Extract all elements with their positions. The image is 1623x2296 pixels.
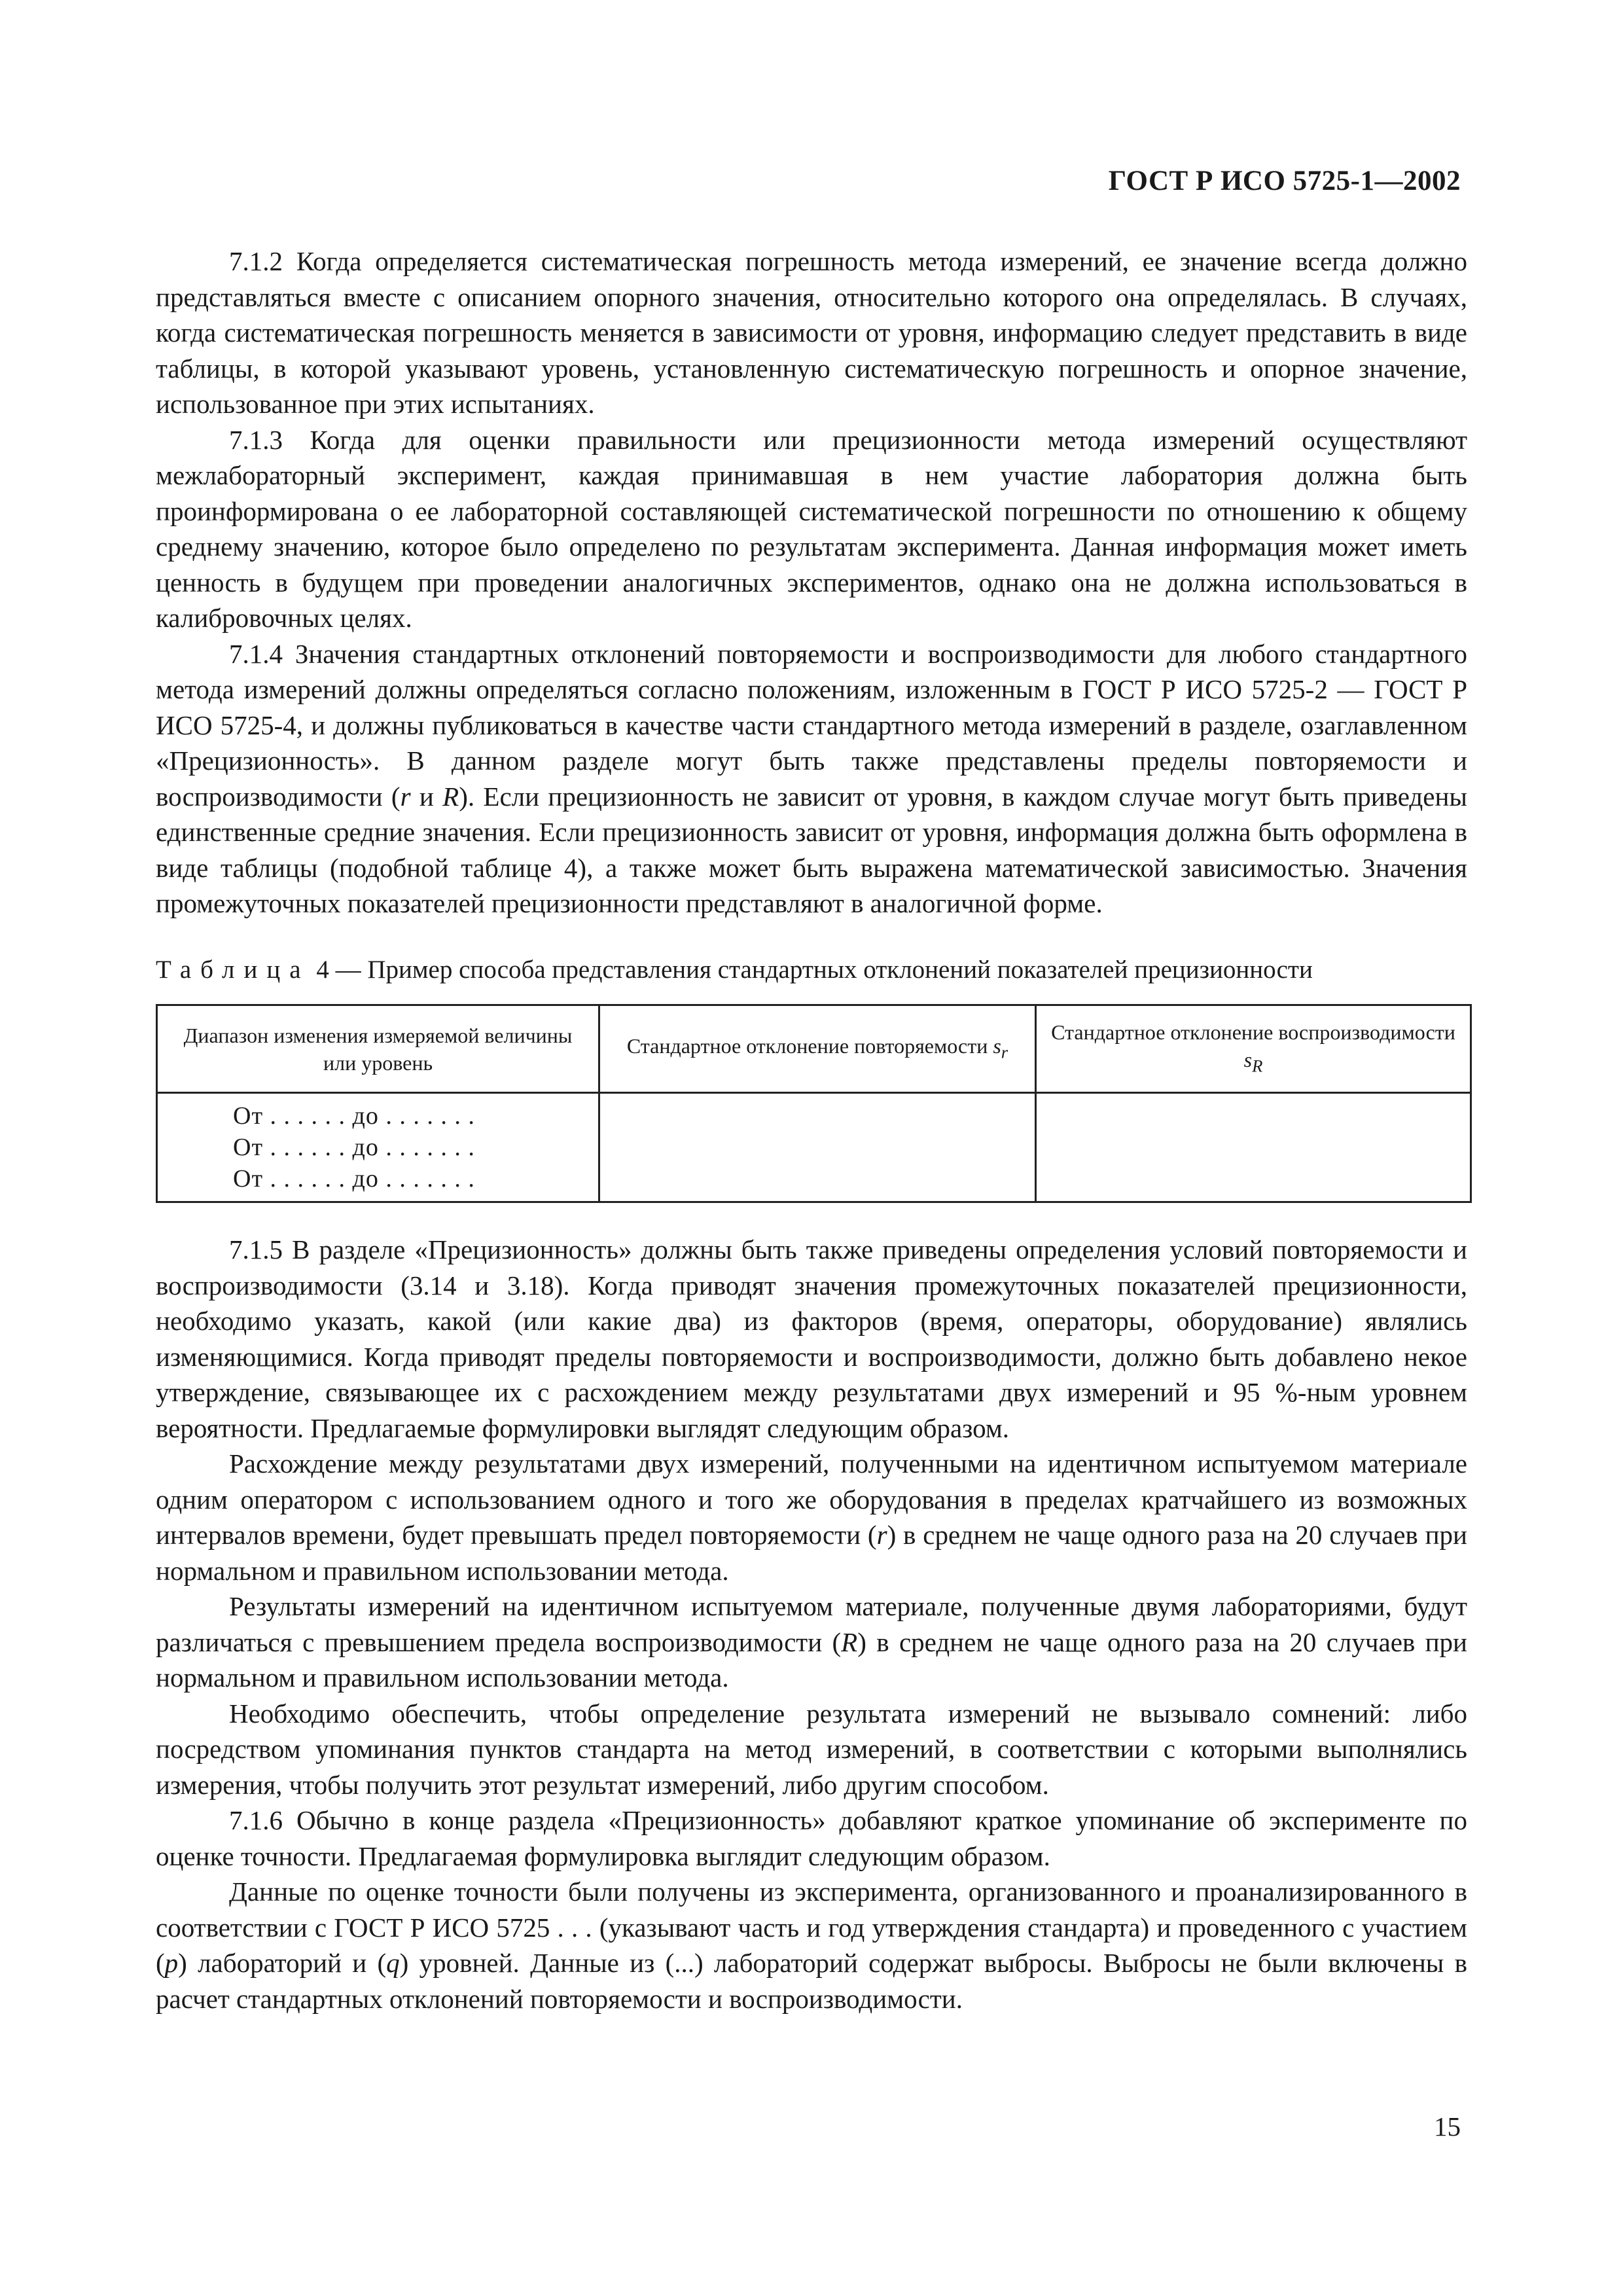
table-caption-label: Таблица (156, 956, 310, 984)
document-header-standard-id: ГОСТ Р ИСО 5725-1—2002 (1108, 166, 1461, 196)
reproducibility-cell (1036, 1093, 1471, 1202)
table-caption-text: 4 — Пример способа представления стандартных отклонений показателей прецизионности (310, 956, 1313, 984)
paragraph-discrepancy: Расхождение между результатами двух измерений, полученными на идентичном испытуемом материале одним оператором с использованием одного и того же оборудования в пределах кратчайшего из возможных интервалов времени, будет превышать предел повторяемости (r) в среднем не чаще одного раза на 20 случаев при нормальном и правильном использовании метода. (156, 1448, 1467, 1586)
range-line: От . . . . . . до . . . . . . . (233, 1165, 475, 1193)
table-row (157, 1093, 1471, 1202)
symbol-R: R (442, 781, 459, 812)
range-cell (157, 1093, 599, 1202)
col-header-reproducibility: Стандартное отклонение воспроизводимости $s_R$ (1036, 1005, 1471, 1093)
col-header-repeatability: Стандартное отклонение повторяемости $s_r$ (599, 1005, 1036, 1093)
paragraph-data-statement: Данные по оценке точности были получены из эксперимента, организованного и проанализированного в соответствии с ГОСТ Р ИСО 5725 . . . (указывают часть и год утверждения стандарта) и проведенного с участием (p) лабораторий и (q) уровней. Данные из (...) лабораторий содержат выбросы. Выбросы не были включены в расчет стандартных отклонений повторяемости и воспроизводимости. (156, 1876, 1467, 2014)
paragraph-7-1-4-text-b: ). Если прецизионность не зависит от уровня, в каждом случае могут быть приведены единственные средние значения. Если прецизионность зависит от уровня, информация должна быть оформлена в виде таблицы (подобной таблице 4), а также может быть выражена математической зависимостью. Значения промежуточных показателей прецизионности представляют в аналогичной форме. (156, 781, 1467, 918)
range-line: От . . . . . . до . . . . . . . (233, 1102, 475, 1130)
symbol-s-R: s (1243, 1047, 1253, 1071)
symbol-p: p (164, 1948, 179, 1978)
body-text-top (156, 243, 1467, 922)
paragraph-7-1-4-text-a: 7.1.4 Значения стандартных отклонений повторяемости и воспроизводимости для любого стандартного метода измерений должны определяться согласно положениям, изложенным в ГОСТ Р ИСО 5725-2 — ГОСТ Р ИСО 5725-4, и должны публиковаться в качестве части стандартного метода измерений в разделе, озаглавленном «Прецизионность». В данном разделе могут быть также представлены пределы повторяемости и воспроизводимости ( (156, 638, 1467, 812)
paragraph-results: Результаты измерений на идентичном испытуемом материале, полученные двумя лабораториями, будут различаться с превышением предела воспроизводимости (R) в среднем не чаще одного раза на 20 случаев при нормальном и правильном использовании метода. (156, 1591, 1467, 1693)
symbol-s-r: s (993, 1033, 1001, 1058)
paragraph-7-1-5: 7.1.5 В разделе «Прецизионность» должны быть также приведены определения условий повторяемости и воспроизводимости (3.14 и 3.18). Когда приводят значения промежуточных показателей прецизионности, необходимо указать, какой (или какие два) из факторов (время, операторы, оборудование) являлись изменяющимися. Когда приводят пределы повторяемости и воспроизводимости, должно быть добавлено некое утверждение, связывающее их с расхождением между результатами двух измерений и 95 %-ным уровнем вероятности. Предлагаемые формулировки выглядят следующим образом. (156, 1234, 1467, 1443)
symbol-R: R (841, 1626, 858, 1657)
paragraph-7-1-4 (156, 636, 1467, 922)
conjunction: и (410, 781, 443, 812)
col-header-range: Диапазон изменения измеряемой величины или уровень (157, 1005, 599, 1093)
repeatability-cell (599, 1093, 1036, 1202)
symbol-r: r (876, 1520, 887, 1550)
paragraph-7-1-3: 7.1.3 Когда для оценки правильности или прецизионности метода измерений осуществляют межлабораторный эксперимент, каждая принимавшая в нем участие лаборатория должна быть проинформирована о ее лабораторной составляющей систематической погрешности по отношению к общему среднему значению, которое было определено по результатам эксперимента. Данная информация может иметь ценность в будущем при проведении аналогичных экспериментов, однако она не должна использоваться в калибровочных целях. (156, 424, 1467, 633)
body-text-bottom (156, 1232, 1467, 2017)
table-4 (156, 1004, 1472, 1203)
paragraph-7-1-2: 7.1.2 Когда определяется систематическая погрешность метода измерений, ее значение всегда должно представляться вместе с описанием опорного значения, относительно которого она определялась. В случаях, когда систематическая погрешность меняется в зависимости от уровня, информацию следует представить в виде таблицы, в которой указывают уровень, установленную систематическую погрешность и опорное значение, использованное при этих испытаниях. (156, 246, 1467, 419)
page-number: 15 (1434, 2111, 1461, 2142)
symbol-r: r (400, 781, 411, 812)
paragraph-necessary: Необходимо обеспечить, чтобы определение результата измерений не вызывало сомнений: либо посредством упоминания пунктов стандарта на метод измерений, в соответствии с которыми выполнялись измерения, чтобы получить этот результат измерений, либо другим способом. (156, 1698, 1467, 1800)
table-4-caption (156, 954, 1471, 986)
paragraph-7-1-6: 7.1.6 Обычно в конце раздела «Прецизионность» добавляют краткое упоминание об эксперименте по оценке точности. Предлагаемая формулировка выглядит следующим образом. (156, 1805, 1467, 1871)
table-header-row (157, 1005, 1471, 1093)
symbol-q: q (386, 1948, 400, 1978)
range-line: От . . . . . . до . . . . . . . (233, 1134, 475, 1161)
